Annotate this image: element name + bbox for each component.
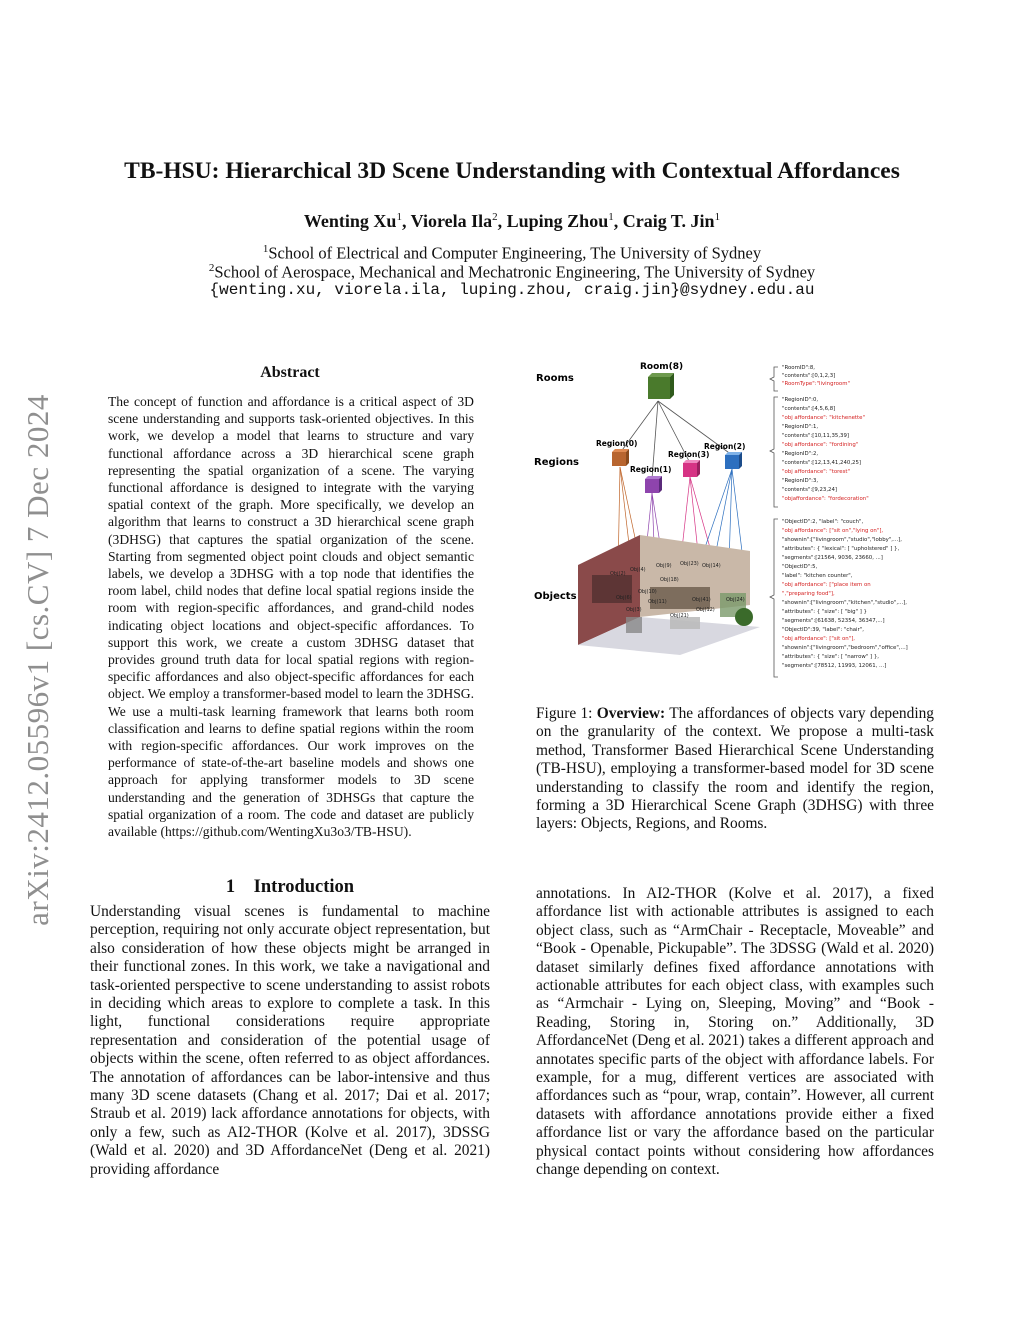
object-tag: Obj(24): [726, 597, 745, 603]
json-line: "segments":[21564, 9036, 23660, ...]: [782, 555, 883, 561]
section-heading-text: 1 Introduction: [225, 877, 355, 897]
author-emails: {wenting.xu, viorela.ila, luping.zhou, craig.jin}@sydney.edu.au: [209, 281, 815, 299]
region-node-1: [630, 465, 671, 493]
json-line: "RegionID":0,: [782, 397, 819, 403]
introduction-right-column: annotations. In AI2-THOR (Kolve et al. 2017), a fixed affordance list with actionable attributes is assigned to each object class, such as “ArmChair - Receptacle, Moveable” and “Book - Openable, Pickupable”. The 3DSSG (Wald et al. 2020) dataset similarly defines fixed affordance annotations with actionable attributes for each object class, with examples such as “Armchair - Lying on, Sleeping, Moving” and “Book - Reading, Storing in, Storing on.” Additionally, 3D AffordanceNet (Deng et al. 2021) takes a different approach and annotates specific parts of the object with affordance labels. For example, for a mug, different vertices are associated with affordances such as “pour, wrap, contain”. However, all current datasets with affordance annotations provide either a fixed affordance list or vary the affordance based on the particular physical contact points without considering how affordances change depending on context.: [536, 885, 934, 1179]
caption-label: Figure 1:: [536, 705, 593, 722]
json-line: "ObjectID":2, "label": "couch",: [782, 519, 864, 525]
json-line: "attributes": { "size": [ "big" ] }: [782, 609, 867, 615]
author-name: Wenting Xu: [303, 211, 397, 231]
affiliation-mark: 2: [208, 262, 215, 274]
object-tag: Obj(10): [638, 589, 657, 595]
json-line: "attributes": { "size": [ "narrow" ] },: [782, 654, 879, 660]
paper-title: TB-HSU: Hierarchical 3D Scene Understanding with Contextual Affordances: [124, 158, 900, 184]
affiliation-mark: 1: [262, 243, 269, 255]
section-heading-introduction: [90, 877, 490, 898]
layer-label-objects: Objects: [534, 591, 577, 602]
layer-label-rooms: Rooms: [536, 373, 574, 384]
json-line: "contents":[9,23,24]: [782, 487, 838, 493]
abstract-body: The concept of function and affordance is a critical aspect of 3D scene understanding and supports task-oriented objectives. In this work, we develop a model that learns to structure and vary functional affordance across a 3D hierarchical scene graph representing the spatial organization of a scene. The varying functional affordance is designed to integrate with the varying spatial context of the graph. More specifically, we develop an algorithm that learns to construct a 3D hierarchical scene graph (3DHSG) that captures the spatial organization of the scene. Starting from segmented object point clouds and object semantic labels, we develop a 3DHSG with a top node that identifies the room label, child nodes that define local spatial regions inside the room with region-specific affordances, and grand-child nodes indicating object locations and object-specific affordances. To support this work, we create a custom 3DHSG dataset that provides ground truth data for local spatial regions with region-specific affordances and also object-specific affordances for each object. We employ a transformer-based model to learn the 3DHSG. We use a multi-task learning framework that learns both room classification and learns to define spatial regions within the room with region-specific affordances. Our work improves on the performance of state-of-the-art baseline models and shows one approach for applying transformer models to 3D scene understanding and the generation of 3DHSGs that capture the spatial organization of a room. The code and dataset are publicly available (https://github.com/WentingXu3o3/TB-HSU).: [108, 394, 474, 840]
figure-1-caption: [536, 705, 934, 834]
json-object-block: [770, 519, 908, 677]
author-name: Craig T. Jin: [622, 211, 715, 231]
object-tag: Obj(23): [680, 561, 699, 567]
region-node-0: [596, 439, 637, 466]
author-affiliation-mark: 1: [714, 211, 721, 223]
json-line: "RegionID":3,: [782, 478, 819, 484]
json-line: "contents":[10,11,35,39]: [782, 433, 850, 439]
json-line: "shownin":["livingroom","bedroom","office",...]: [782, 645, 908, 651]
object-tag: Obj(3): [626, 607, 642, 613]
json-line: "obj affordance": ["place item on: [782, 582, 871, 588]
region-node-label: Region(3): [668, 450, 710, 459]
json-line: "ObjectID":5,: [782, 564, 818, 570]
scene-render: [578, 535, 760, 655]
author-affiliation-mark: 2: [492, 211, 498, 223]
author-affiliation-mark: 1: [396, 211, 402, 223]
introduction-left-column: Understanding visual scenes is fundamental to machine perception, requiring not only accurate object representation, but also consideration of how these objects might be arranged in their functional zones. In this work, we take a navigational and task-oriented perspective to scene understanding to assist robots in deciding which areas to explore to complete a task. In this light, functional considerations require appropriate representation and consideration of the potential usage of objects within the scene, often referred to as object affordances. The annotation of affordances can be labor-intensive and thus many 3D scene datasets (Chang et al. 2017; Dai et al. 2017; Straub et al. 2019) lack affordance annotations for objects, with only a few, such as AI2-THOR (Kolve et al. 2017), 3DSSG (Wald et al. 2020) and 3D AffordanceNet (Deng et al. 2021) providing affordance: [90, 903, 490, 1178]
json-line: "obj affordance": "torest": [782, 469, 850, 475]
arxiv-identifier: [18, 360, 58, 960]
json-line: "contents":[4,5,6,8]: [782, 406, 836, 412]
json-line: "contents":[12,13,41,240,25]: [782, 460, 862, 466]
affiliation-2: [0, 262, 1024, 283]
region-node-3: [668, 450, 709, 477]
object-tag: Obj(14): [702, 563, 721, 569]
json-line: "attributes": { "lexical": [ "upholstered" ] },: [782, 546, 900, 552]
layer-label-regions: Regions: [534, 457, 580, 468]
abstract-heading: Abstract: [260, 364, 320, 381]
region-node-2: [704, 442, 745, 469]
affiliation-1: [0, 243, 1024, 264]
json-line: "shownin":["livingroom","studio","lobby",...],: [782, 537, 902, 543]
affiliation-text: School of Aerospace, Mechanical and Mechatronic Engineering, The University of Sydney: [214, 262, 816, 282]
json-line: "ObjectID":39, "label": "chair",: [782, 627, 864, 633]
region-node-label: Region(1): [630, 465, 672, 474]
json-line: "RoomID":8,: [782, 365, 816, 371]
json-line: "RegionID":2,: [782, 451, 819, 457]
json-line: "obj affordance": ["sit on"],: [782, 636, 856, 642]
json-line: "RegionID":1,: [782, 424, 819, 430]
author-list: Wenting Xu$^1$, Viorela Ila$^2$, Luping Zhou$^1$, Craig T. Jin$^1$: [303, 211, 721, 231]
room-node-label: Room(8): [640, 362, 684, 372]
object-tag: Obj(6): [616, 595, 632, 601]
json-region-block: [770, 397, 869, 507]
object-tag: Obj(4): [630, 567, 646, 573]
figure-1: [530, 355, 940, 695]
affiliation-text: School of Electrical and Computer Engineering, The University of Sydney: [268, 243, 762, 263]
json-room-block: [770, 365, 850, 391]
json-line: "obj affordance": "fordining": [782, 442, 859, 448]
json-line: "contents":[0,1,2,3]: [782, 373, 836, 379]
json-line: ","preparing food"],: [782, 591, 835, 597]
json-line: "label": "kitchen counter",: [782, 573, 853, 579]
json-line: "segments":[78512, 11993, 12061, ...]: [782, 663, 887, 669]
region-node-label: Region(2): [704, 442, 746, 451]
caption-bold: Overview:: [596, 705, 666, 722]
json-line: "segments":[61638, 52354, 36347,...]: [782, 618, 885, 624]
caption-text: The affordances of objects vary depending on the granularity of the context. We propose a multi-task method, Transformer Based Hierarchical Scene Understanding (TB-HSU), employing a transformer-based model for 3D scene understanding to classify the room and identify the region, forming a 3D Hierarchical Scene Graph (3DHSG) with three layers: Objects, Regions, and Rooms.: [536, 705, 934, 833]
room-node: [640, 362, 683, 399]
json-line: "obj affordance": "kitchenette": [782, 415, 865, 421]
author-name: Viorela Ila: [410, 211, 493, 231]
arxiv-id-text: arXiv:2412.05596v1 [cs.CV] 7 Dec 2024: [20, 394, 56, 926]
author-name: Luping Zhou: [506, 211, 609, 231]
figure-1-graphic: [530, 355, 940, 695]
json-line: "shownin":["livingroom","kitchen","studio",...],: [782, 600, 907, 606]
object-tag: Obj(11): [648, 599, 667, 605]
author-affiliation-mark: 1: [608, 211, 614, 223]
object-tag: Obj(21): [670, 613, 689, 619]
json-line: "objaffordance": "fordecoration": [782, 496, 869, 502]
object-tag: Obj(9): [656, 563, 672, 569]
object-tag: Obj(18): [660, 577, 679, 583]
json-line: "RoomType":"livingroom": [782, 381, 850, 387]
object-tag: Obj(2): [610, 571, 626, 577]
region-node-label: Region(0): [596, 439, 638, 448]
object-tag: Obj(12): [696, 607, 715, 613]
json-line: "obj affordance": ["sit on","lying on"],: [782, 528, 884, 534]
object-tag: Obj(41): [692, 597, 711, 603]
